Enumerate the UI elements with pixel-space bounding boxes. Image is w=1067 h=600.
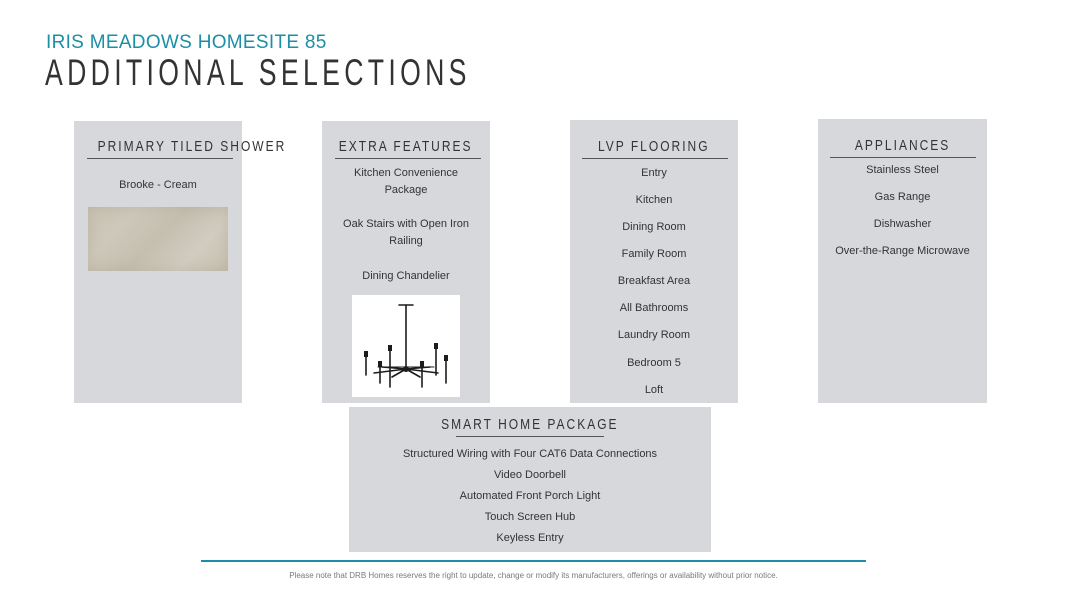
selection-item: Brooke - Cream [119,179,197,191]
selection-item: Stainless Steel [866,164,939,176]
panel-extra-features [322,121,490,403]
title-rule [87,158,233,159]
selection-item: Railing [389,235,423,247]
selection-item: Over-the-Range Microwave [835,245,970,257]
selection-item: All Bathrooms [619,302,689,314]
selection-item: Loft [644,384,664,396]
selection-item: Dining Chandelier [362,270,450,282]
selection-item: Touch Screen Hub [484,511,576,523]
tile-swatch-image [88,207,228,271]
selection-item: Video Doorbell [494,469,566,481]
selection-item: Dining Room [622,221,686,233]
selection-item: Bedroom 5 [627,357,681,369]
panel-primary-tiled-shower [74,121,287,403]
selection-item: Package [384,184,428,196]
selection-item: Keyless Entry [496,532,564,544]
selection-item: Family Room [621,248,687,260]
title-rule [582,158,728,159]
panel-title: SMART HOME PACKAGE [441,416,619,433]
selection-item: Gas Range [874,191,931,203]
selection-item: Dishwasher [873,218,932,230]
selection-item: Laundry Room [617,329,691,341]
panel-title: EXTRA FEATURES [339,138,473,155]
panel-title: APPLIANCES [854,137,951,154]
selection-item: Kitchen [635,194,673,206]
selection-item: Structured Wiring with Four CAT6 Data Connections [402,448,658,460]
project-subtitle: IRIS MEADOWS HOMESITE 85 [46,32,327,53]
footer-divider [201,560,866,562]
chandelier-icon [352,295,460,397]
title-rule [830,157,976,158]
selection-item: Kitchen Convenience [354,167,458,179]
page-title: ADDITIONAL SELECTIONS [45,52,471,93]
title-rule [456,436,604,437]
chandelier-image [352,295,460,397]
panel-title: PRIMARY TILED SHOWER [97,138,287,155]
selection-item: Entry [641,167,667,179]
panel-lvp-flooring [570,120,738,403]
title-rule [335,158,481,159]
selection-item: Oak Stairs with Open Iron [343,218,469,230]
disclaimer-note: Please note that DRB Homes reserves the right to update, change or modify its manufacturers, offerings or availability without prior notice. [289,571,778,580]
selection-item: Breakfast Area [617,275,691,287]
selection-item: Automated Front Porch Light [459,490,601,502]
panel-title: LVP FLOORING [598,138,710,155]
panel-appliances [818,119,987,403]
panel-smart-home-package [349,407,711,552]
